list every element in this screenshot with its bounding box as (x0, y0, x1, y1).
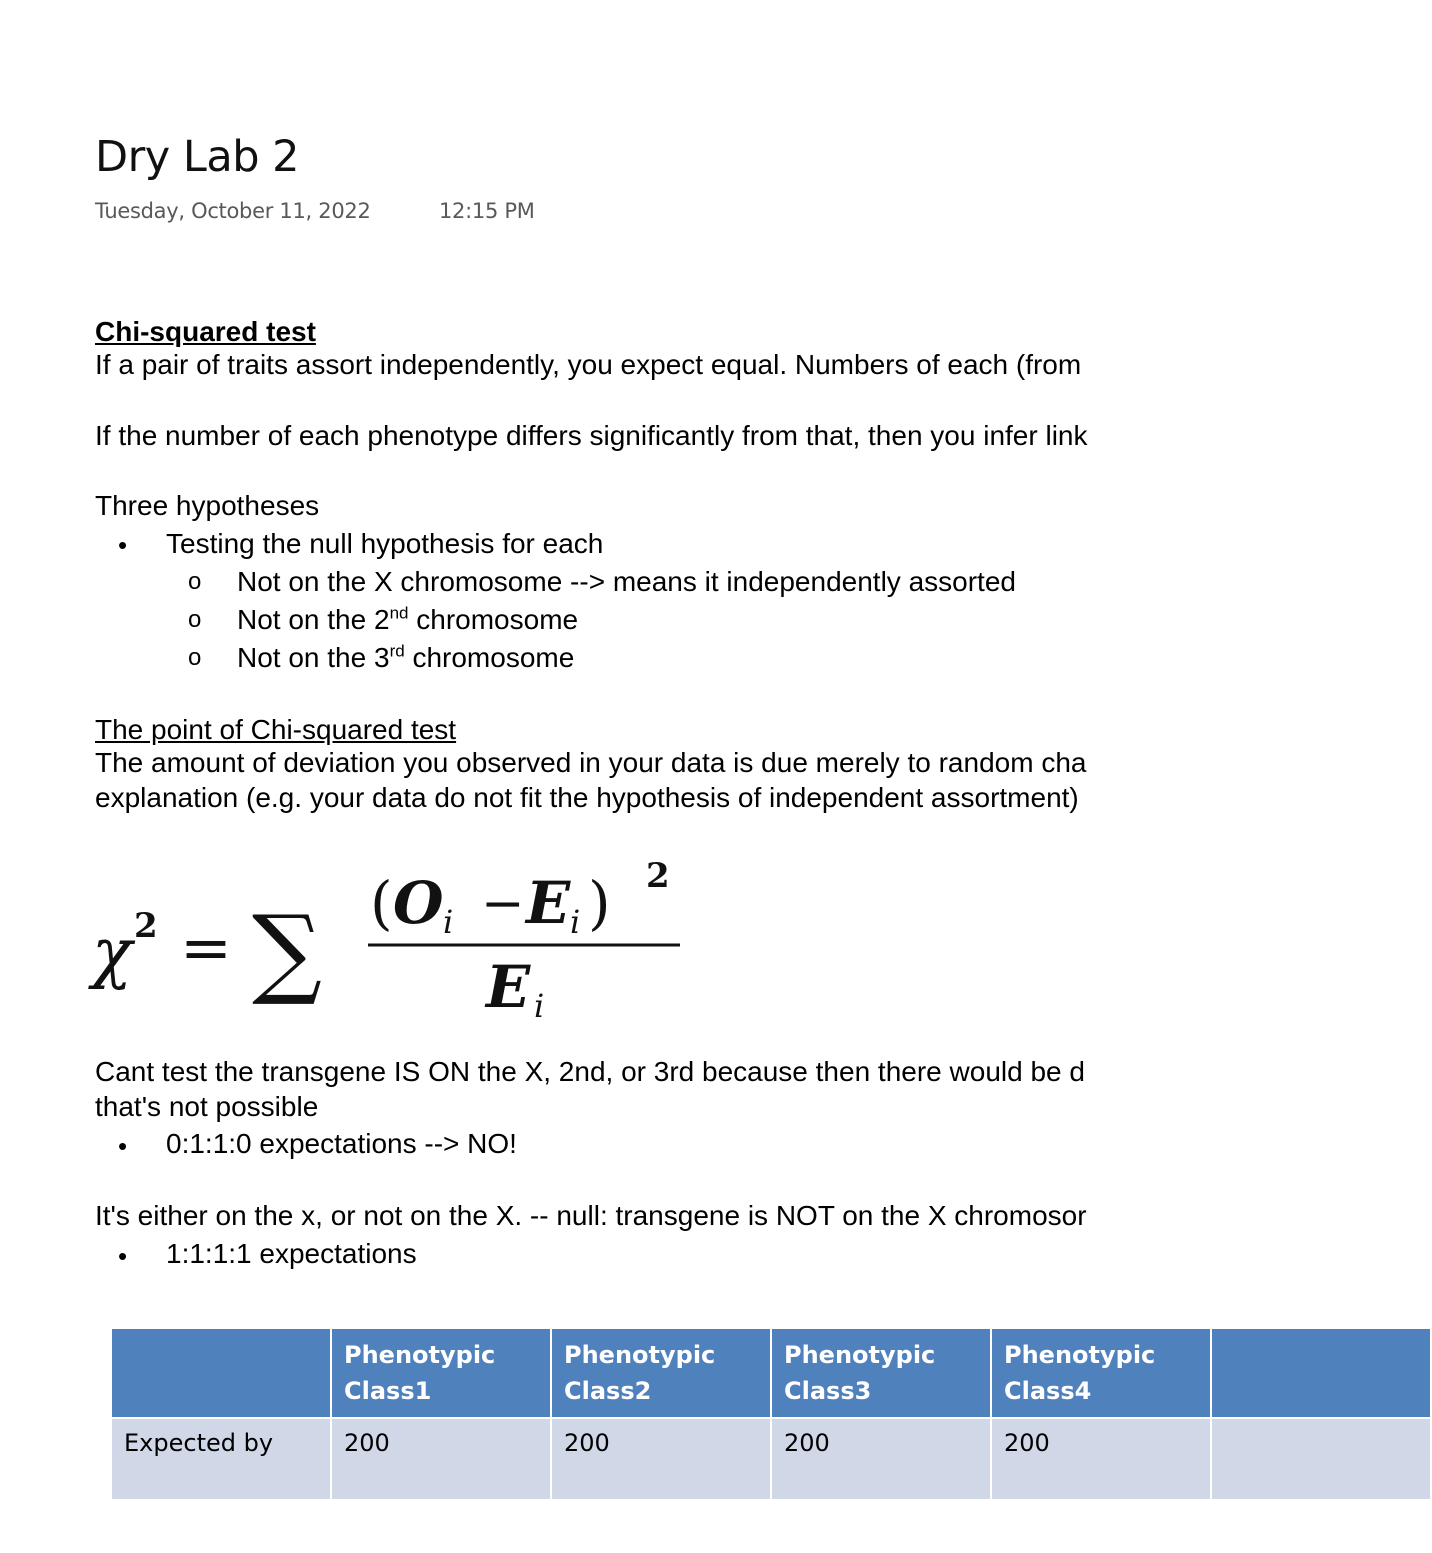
table-header-cell (111, 1328, 331, 1418)
cant-test-line-1: Cant test the transgene IS ON the X, 2nd, or 3rd because then there would be d (95, 1056, 1085, 1087)
table-cell: Expected by (111, 1418, 331, 1500)
table-row (111, 1418, 1431, 1500)
paragraph-linkage: If the number of each phenotype differs significantly from that, then you infer link (95, 420, 1088, 451)
bullet-marker: • (118, 1241, 128, 1271)
null-hypothesis-line: It's either on the x, or not on the X. -- null: transgene is NOT on the X chromosor (95, 1200, 1087, 1231)
table-header-cell: Phenotypic Class1 (331, 1328, 551, 1418)
phenotype-table-wrap (110, 1327, 1200, 1457)
circle-marker: o (188, 606, 202, 633)
note-date: Tuesday, October 11, 2022 (95, 199, 371, 223)
circle-marker: o (188, 644, 202, 671)
page-title: Dry Lab 2 (95, 132, 300, 182)
point-line-2: explanation (e.g. your data do not fit the hypothesis of independent assortment) (95, 782, 1079, 813)
table-cell: 200 (551, 1418, 771, 1500)
table-cell: 200 (991, 1418, 1211, 1500)
subscript-i: i (443, 903, 454, 941)
expectation-no: 0:1:1:0 expectations --> NO! (166, 1128, 517, 1159)
table-header-row (111, 1328, 1431, 1418)
observed-O: O (393, 869, 444, 937)
hypotheses-title: Three hypotheses (95, 490, 320, 521)
table-header-cell: Phenotypic Class3 (771, 1328, 991, 1418)
point-line-1: The amount of deviation you observed in your data is due merely to random cha (95, 747, 1087, 778)
table-header-cell (1211, 1328, 1431, 1418)
table-cell: 200 (771, 1418, 991, 1500)
chi-squared-formula (88, 845, 708, 1035)
hypothesis-bullet: Testing the null hypothesis for each (166, 528, 604, 559)
right-paren: ) (588, 869, 611, 937)
bullet-marker: • (118, 1131, 128, 1161)
square-exponent: 2 (646, 856, 670, 896)
bullet-marker: • (118, 530, 128, 560)
table-header-cell: Phenotypic Class2 (551, 1328, 771, 1418)
phenotype-table (110, 1327, 1432, 1501)
table-header-cell: Phenotypic Class4 (991, 1328, 1211, 1418)
circle-marker: o (188, 568, 202, 595)
table-cell: 200 (331, 1418, 551, 1500)
sub-item-3rd: Not on the 3rd chromosome (237, 641, 575, 673)
minus-sign: − (481, 874, 525, 934)
cant-test-line-2: that's not possible (95, 1091, 319, 1122)
denominator-E: E (486, 953, 531, 1021)
equals-sign: = (180, 911, 232, 984)
point-heading: The point of Chi-squared test (95, 714, 457, 745)
chi-exponent: 2 (134, 906, 158, 946)
note-time: 12:15 PM (439, 199, 535, 223)
table-cell (1211, 1418, 1431, 1500)
sub-item-2nd: Not on the 2nd chromosome (237, 603, 579, 635)
paragraph-independent: If a pair of traits assort independently, you expect equal. Numbers of each (from (95, 349, 1082, 380)
sum-symbol: ∑ (252, 895, 322, 1009)
sub-item-x: Not on the X chromosome --> means it independently assorted (237, 566, 1016, 597)
chi-squared-heading: Chi-squared test (95, 316, 316, 347)
expected-E: E (526, 869, 571, 937)
chi-symbol: χ (92, 914, 132, 991)
expectation-1111: 1:1:1:1 expectations (166, 1238, 417, 1269)
left-paren: ( (370, 869, 393, 937)
subscript-i: i (534, 987, 545, 1025)
subscript-i: i (570, 903, 581, 941)
